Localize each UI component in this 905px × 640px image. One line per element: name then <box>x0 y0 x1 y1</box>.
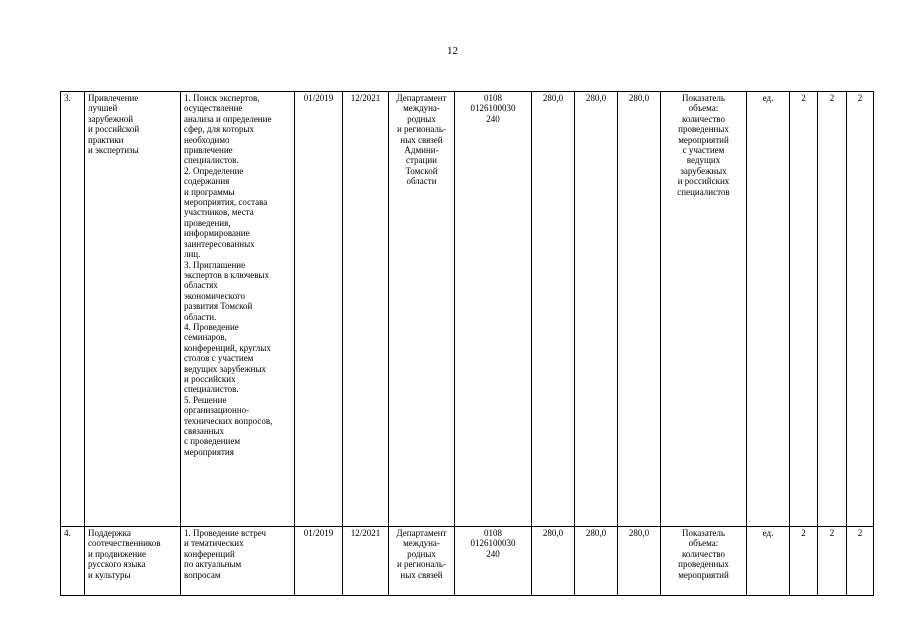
indicator: Показатель объема: количество проведенных мероприятий с участием ведущих зарубежных и российских специалистов <box>661 92 747 527</box>
unit: ед. <box>747 92 790 527</box>
start-date: 01/2019 <box>295 527 343 596</box>
page-number: 12 <box>447 45 458 57</box>
start-date: 01/2019 <box>295 92 343 527</box>
funding-year-3: 280,0 <box>618 527 661 596</box>
indicator-value-1: 2 <box>790 527 818 596</box>
funding-year-1: 280,0 <box>532 527 575 596</box>
activity-actions: 1. Проведение встреч и тематических конференций по актуальным вопросам <box>181 527 295 596</box>
indicator-value-3: 2 <box>847 527 874 596</box>
budget-code: 0108 0126100030 240 <box>455 92 532 527</box>
end-date: 12/2021 <box>343 527 389 596</box>
activity-name: Поддержка соотечественников и продвижение русского языка и культуры <box>85 527 181 596</box>
activity-name: Привлечение лучшей зарубежной и российской практики и экспертизы <box>85 92 181 527</box>
indicator-value-2: 2 <box>818 527 847 596</box>
funding-year-2: 280,0 <box>575 92 618 527</box>
program-activities-table <box>60 91 874 596</box>
indicator-value-3: 2 <box>847 92 874 527</box>
row-number: 4. <box>61 527 85 596</box>
executor: Департамент междуна- родных и региональ- ных связей <box>389 527 455 596</box>
end-date: 12/2021 <box>343 92 389 527</box>
row-number: 3. <box>61 92 85 527</box>
indicator: Показатель объема: количество проведенных мероприятий <box>661 527 747 596</box>
table-row <box>61 527 874 596</box>
table-row <box>61 92 874 527</box>
funding-year-1: 280,0 <box>532 92 575 527</box>
funding-year-2: 280,0 <box>575 527 618 596</box>
activity-actions: 1. Поиск экспертов, осуществление анализа и определение сфер, для которых необходимо привлечение специалистов. 2. Определение содержания и программы мероприятия, состава участников, места проведения, информирование заинтересованных лиц. 3. Приглашение экспертов в ключевых областях экономического развития Томской области. 4. Проведение семинаров, конференций, круглых столов с участием ведущих зарубежных и российских специалистов. 5. Решение организационно- технических вопросов, связанных с проведением мероприятия <box>181 92 295 527</box>
budget-code: 0108 0126100030 240 <box>455 527 532 596</box>
executor: Департамент междуна- родных и региональ- ных связей Админи- страции Томской области <box>389 92 455 527</box>
funding-year-3: 280,0 <box>618 92 661 527</box>
unit: ед. <box>747 527 790 596</box>
indicator-value-1: 2 <box>790 92 818 527</box>
indicator-value-2: 2 <box>818 92 847 527</box>
